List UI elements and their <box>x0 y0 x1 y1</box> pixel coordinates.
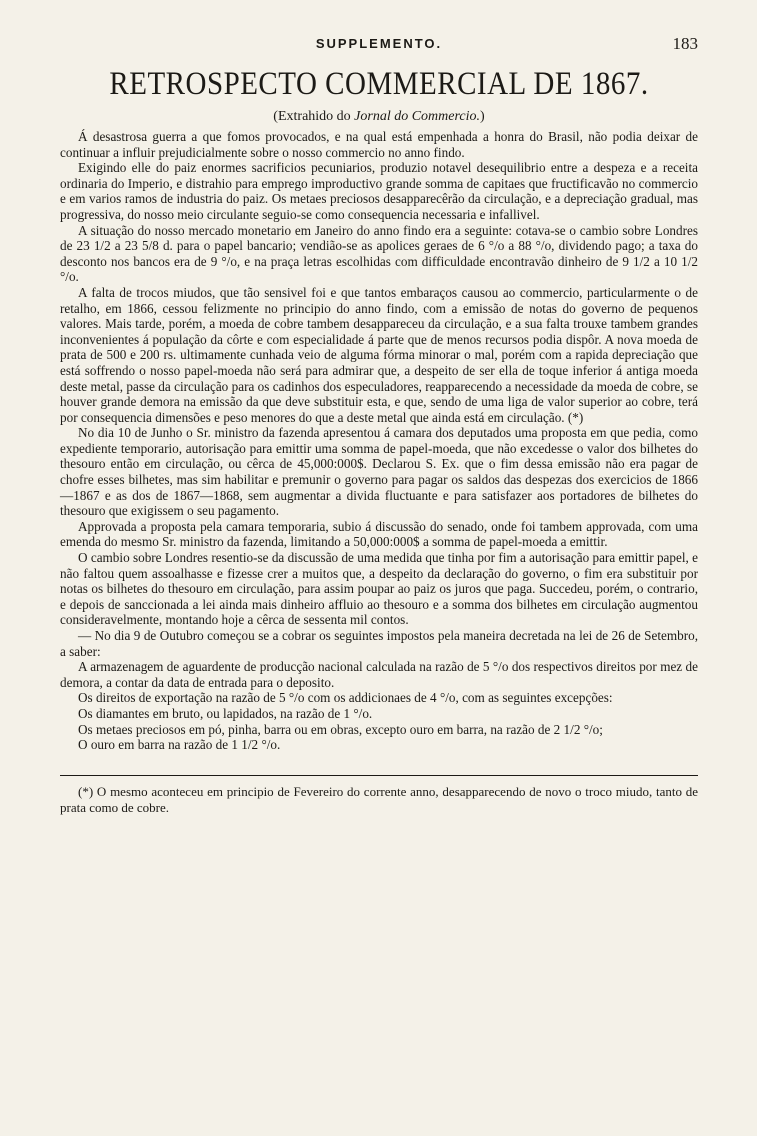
footnote-rule <box>60 775 698 776</box>
paragraph: Os direitos de exportação na razão de 5 °/o com os addicionaes de 4 °/o, com as seguintes excepções: <box>78 690 613 706</box>
paragraph: Á desastrosa guerra a que fomos provocados, e na qual está empenhada a honra do Brasil, não podia deixar de continuar a influir prejudicialmente sobre o nosso commercio no anno findo. <box>60 129 698 160</box>
page-number: 183 <box>672 34 698 53</box>
running-title: SUPPLEMENTO. <box>315 36 443 51</box>
article-body <box>60 129 698 753</box>
source-line <box>60 109 698 125</box>
article-title: RETROSPECTO COMMERCIAL DE 1867. <box>109 66 649 102</box>
footnote: (*) O mesmo aconteceu em principio de Fevereiro do corrente anno, desapparecendo de novo o troco miudo, tanto de prata como de cobre. <box>60 783 698 815</box>
paragraph: O ouro em barra na razão de 1 1/2 °/o. <box>78 737 281 753</box>
source-prefix: (Extrahido do <box>273 109 351 124</box>
source-journal: Jornal do Commercio. <box>354 109 481 124</box>
paragraph: No dia 10 de Junho o Sr. ministro da fazenda apresentou á camara dos deputados uma proposta em que pedia, como expediente temporario, autorisação para emittir uma somma de papel-moeda, que não excedesse o valor dos bilhetes do thesouro então em circulação, ou cêrca de 45,000:000$. Declarou S. Ex. que o fim dessa emissão não era pagar de chofre esses bilhetes, mas sim habilitar e premunir o governo para pagar os saldos das despezas dos exercicios de 1866—1867 e as dos de 1867—1868, sem augmentar a divida fluctuante e para satisfazer aos portadores de bilhetes do thesouro que exigissem o seu pagamento. <box>60 425 698 519</box>
paragraph: Os metaes preciosos em pó, pinha, barra ou em obras, excepto ouro em barra, na razão de 2 1/2 °/o; <box>78 721 603 737</box>
document-page <box>60 36 698 816</box>
paragraph: O cambio sobre Londres resentio-se da discussão de uma medida que tinha por fim a autorisação para emittir papel, e não faltou quem assoalhasse e fizesse crer a muitos que, a despeito da declaração do governo, o fim era substituir por notas os bilhetes do thesouro em circulação, para assim poupar ao paiz os juros que paga. Succedeu, porém, o contrario, e depois de sanccionada a lei ainda mais dinheiro affluio ao thesouro e a somma dos bilhetes em circulação augmentou consideravelmente, montando hoje a cêrca de sessenta mil contos. <box>60 550 698 628</box>
paragraph: A armazenagem de aguardente de producção nacional calculada na razão de 5 °/o dos respectivos direitos por mez de demora, a contar da data de entrada para o deposito. <box>60 659 698 690</box>
paragraph: A situação do nosso mercado monetario em Janeiro do anno findo era a seguinte: cotava-se o cambio sobre Londres de 23 1/2 a 23 5/8 d. para o papel bancario; vendião-se as apolices geraes de 6 °/o a 88 °/o, dividendo pago; a taxa do desconto nos bancos era de 9 °/o, e na praça letras escolhidas com difficuldade encontravão dinheiro de 9 1/2 a 10 1/2 °/o. <box>60 222 698 285</box>
paragraph: Exigindo elle do paiz enormes sacrificios pecuniarios, produzio notavel desequilibrio entre a despeza e a receita ordinaria do Imperio, e distrahio para emprego improductivo grande somma de capitaes que fructificavão no commercio e em varios ramos de industria do paiz. Os metaes preciosos desapparecêrão da circulação, e a depreciação gradual, mas progressiva, do nosso meio circulante seguio-se como consequencia necessaria e infallivel. <box>60 160 698 222</box>
paragraph: A falta de trocos miudos, que tão sensivel foi e que tantos embaraços causou ao commercio, particularmente o de retalho, em 1866, cessou felizmente no principio do anno findo, com a emissão de notas do governo de pequenos valores. Mais tarde, porém, a moeda de cobre tambem desappareceu da circulação, e a sua falta trouxe tambem grandes inconvenientes á população da côrte e com especialidade á parte que de menos recursos podia dispôr. A nova moeda de prata de 500 e 200 rs. ultimamente cunhada veio de alguma fórma minorar o mal, porém com a rapida depreciação que está soffrendo o nosso papel-moeda não será para admirar que, a despeito de ser ella de toque inferior á antiga moeda deste metal, passe da circulação para os cadinhos dos especuladores, reapparecendo a necessidade da moeda de cobre, se houver grande demora na emissão da que deve substituir esta, e que, sendo de uma liga de valor superior ao cobre, terá por consequencia dimensões e peso menores do que a deste metal que ainda está em circulação. (*) <box>60 284 698 425</box>
running-head <box>60 36 698 60</box>
paragraph: Os diamantes em bruto, ou lapidados, na razão de 1 °/o. <box>78 705 373 721</box>
paragraph: — No dia 9 de Outubro começou se a cobrar os seguintes impostos pela maneira decretada na lei de 26 de Setembro, a saber: <box>60 628 698 659</box>
source-suffix: ) <box>480 109 485 124</box>
paragraph: Approvada a proposta pela camara temporaria, subio á discussão do senado, onde foi tambem approvada, com uma emenda do mesmo Sr. ministro da fazenda, limitando a 50,000:000$ a somma de papel-moeda a emittir. <box>60 518 698 550</box>
